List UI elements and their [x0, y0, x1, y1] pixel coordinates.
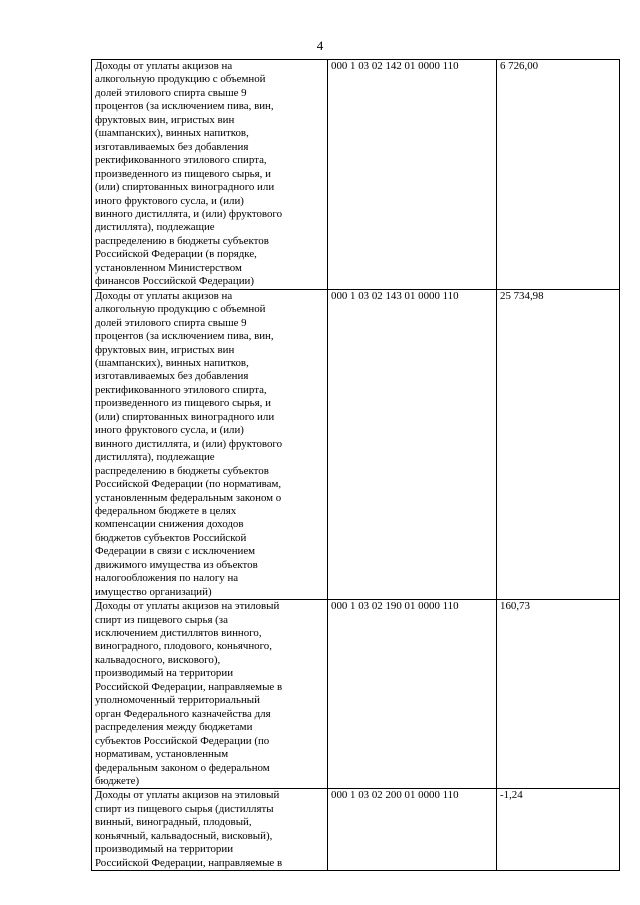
revenue-name-cell: Доходы от уплаты акцизов на этиловый спирт из пищевого сырья (за исключением дистиллятов винного, виноградного, плодового, коньячного, кальвадосного, вискового), производимый на территории Российской Федерации, направляемые в уполномоченный территориальный орган Федерального казначейства для распределения между бюджетами субъектов Российской Федерации (по нормативам, установленным федеральным законом о федеральном бюджете)	[92, 600, 328, 789]
table-row	[92, 600, 620, 789]
amount-cell: 6 726,00	[497, 60, 620, 290]
revenue-name-cell: Доходы от уплаты акцизов на алкогольную продукцию с объемной долей этилового спирта свыше 9 процентов (за исключением пива, вин, фруктовых вин, игристых вин (шампанских), винных напитков, изготавливаемых без добавления ректификованного этилового спирта, произведенного из пищевого сырья, и (или) спиртованных виноградного или иного фруктового сусла, и (или) винного дистиллята, и (или) фруктового дистиллята), подлежащие распределению в бюджеты субъектов Российской Федерации (в порядке, установленном Министерством финансов Российской Федерации)	[92, 60, 328, 290]
revenue-name-cell: Доходы от уплаты акцизов на этиловый спирт из пищевого сырья (дистилляты винный, виноградный, плодовый, коньячный, кальвадосный, висковый), производимый на территории Российской Федерации, направляемые в	[92, 789, 328, 871]
budget-code-cell: 000 1 03 02 143 01 0000 110	[328, 289, 497, 599]
budget-code-cell: 000 1 03 02 200 01 0000 110	[328, 789, 497, 871]
budget-code-cell: 000 1 03 02 142 01 0000 110	[328, 60, 497, 290]
table-row	[92, 789, 620, 871]
amount-cell: 160,73	[497, 600, 620, 789]
table-row	[92, 289, 620, 599]
amount-cell: 25 734,98	[497, 289, 620, 599]
amount-cell: -1,24	[497, 789, 620, 871]
budget-code-cell: 000 1 03 02 190 01 0000 110	[328, 600, 497, 789]
revenue-name-cell: Доходы от уплаты акцизов на алкогольную продукцию с объемной долей этилового спирта свыше 9 процентов (за исключением пива, вин, фруктовых вин, игристых вин (шампанских), винных напитков, изготавливаемых без добавления ректификованного этилового спирта, произведенного из пищевого сырья, и (или) спиртованных виноградного или иного фруктового сусла, и (или) винного дистиллята, и (или) фруктового дистиллята), подлежащие распределению в бюджеты субъектов Российской Федерации (по нормативам, установленным федеральным законом о федеральном бюджете в целях компенсации снижения доходов бюджетов субъектов Российской Федерации в связи с исключением движимого имущества из объектов налогообложения по налогу на имущество организаций)	[92, 289, 328, 599]
page-number: 4	[316, 38, 324, 53]
table-row	[92, 60, 620, 290]
budget-revenue-table	[91, 59, 620, 871]
